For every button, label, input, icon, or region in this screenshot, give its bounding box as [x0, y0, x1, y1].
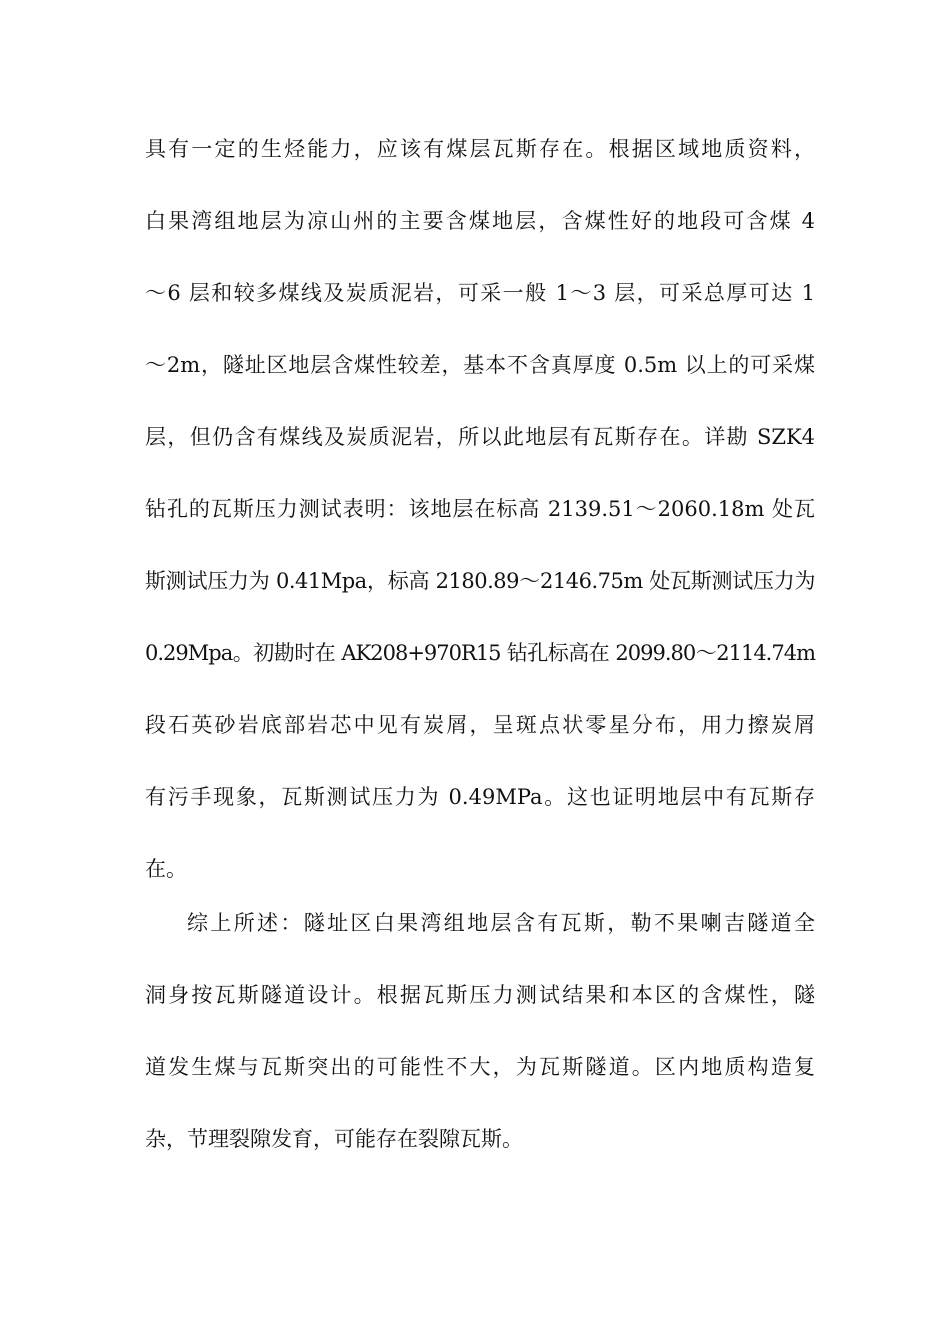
- paragraph-line: 在。: [145, 857, 187, 881]
- paragraph-line: 0.29Mpa。初勘时在 AK208+970R15 钻孔标高在 2099.80～2114.74m: [145, 641, 815, 665]
- paragraph-line: 白果湾组地层为凉山州的主要含煤地层，含煤性好的地段可含煤 4: [145, 209, 815, 233]
- paragraph-line: 杂，节理裂隙发育，可能存在裂隙瓦斯。: [145, 1127, 523, 1151]
- paragraph-line: 段石英砂岩底部岩芯中见有炭屑，呈斑点状零星分布，用力擦炭屑: [145, 713, 815, 737]
- paragraph-line: 综上所述：隧址区白果湾组地层含有瓦斯，勒不果喇吉隧道全: [187, 911, 815, 935]
- paragraph-line: 层，但仍含有煤线及炭质泥岩，所以此地层有瓦斯存在。详勘 SZK4: [145, 425, 815, 449]
- paragraph-line: ～6 层和较多煤线及炭质泥岩，可采一般 1～3 层，可采总厚可达 1: [145, 281, 815, 305]
- paragraph-1: [145, 113, 815, 905]
- paragraph-2: [145, 887, 815, 1175]
- paragraph-line: 洞身按瓦斯隧道设计。根据瓦斯压力测试结果和本区的含煤性，隧: [145, 983, 815, 1007]
- paragraph-line: 具有一定的生烃能力，应该有煤层瓦斯存在。根据区域地质资料，: [145, 137, 815, 161]
- paragraph-line: 钻孔的瓦斯压力测试表明：该地层在标高 2139.51～2060.18m 处瓦: [145, 497, 815, 521]
- paragraph-line: 有污手现象，瓦斯测试压力为 0.49MPa。这也证明地层中有瓦斯存: [145, 785, 815, 809]
- paragraph-line: 道发生煤与瓦斯突出的可能性不大，为瓦斯隧道。区内地质构造复: [145, 1055, 815, 1079]
- paragraph-line: ～2m，隧址区地层含煤性较差，基本不含真厚度 0.5m 以上的可采煤: [145, 353, 815, 377]
- paragraph-line: 斯测试压力为 0.41Mpa，标高 2180.89～2146.75m 处瓦斯测试压力为: [145, 569, 815, 593]
